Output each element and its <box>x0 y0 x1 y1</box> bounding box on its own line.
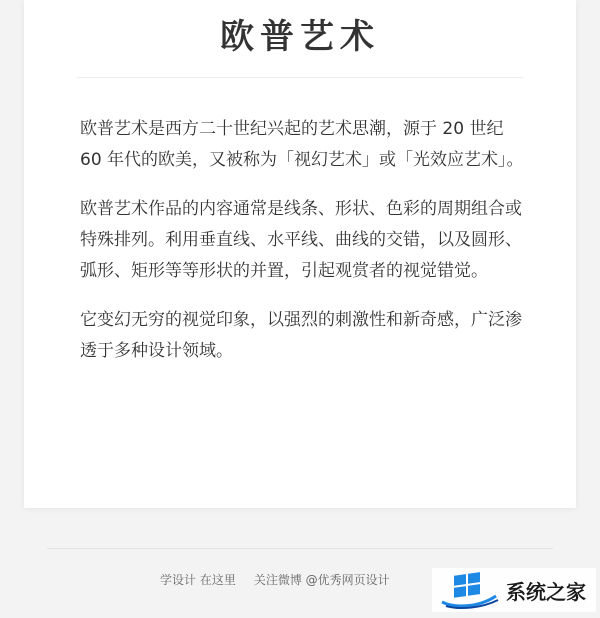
paragraph-3: 它变幻无穷的视觉印象，以强烈的刺激性和新奇感，广泛渗透于多种设计领域。 <box>80 310 522 361</box>
site-watermark <box>432 568 596 612</box>
paragraph-1: 欧普艺术是西方二十世纪兴起的艺术思潮，源于 20 世纪 60 年代的欧美，又被称为「视幻艺术」或「光效应艺术」。 <box>80 119 524 170</box>
footer-slogan: 学设计 在这里 <box>160 573 236 587</box>
watermark-text: 系统之家 <box>506 579 586 604</box>
article-body <box>80 114 526 385</box>
title-divider <box>77 77 523 78</box>
article-card <box>24 0 576 508</box>
paragraph-2: 欧普艺术作品的内容通常是线条、形状、色彩的周期组合或特殊排列。利用垂直线、水平线、曲线的交错，以及圆形、弧形、矩形等等形状的并置，引起观赏者的视觉错觉。 <box>80 199 522 281</box>
windows-logo-icon <box>438 570 502 610</box>
footer <box>160 571 408 588</box>
footer-divider <box>47 548 553 549</box>
article-title: 欧普艺术 <box>220 17 380 57</box>
footer-weibo-link[interactable]: 关注微博 @优秀网页设计 <box>253 573 390 587</box>
